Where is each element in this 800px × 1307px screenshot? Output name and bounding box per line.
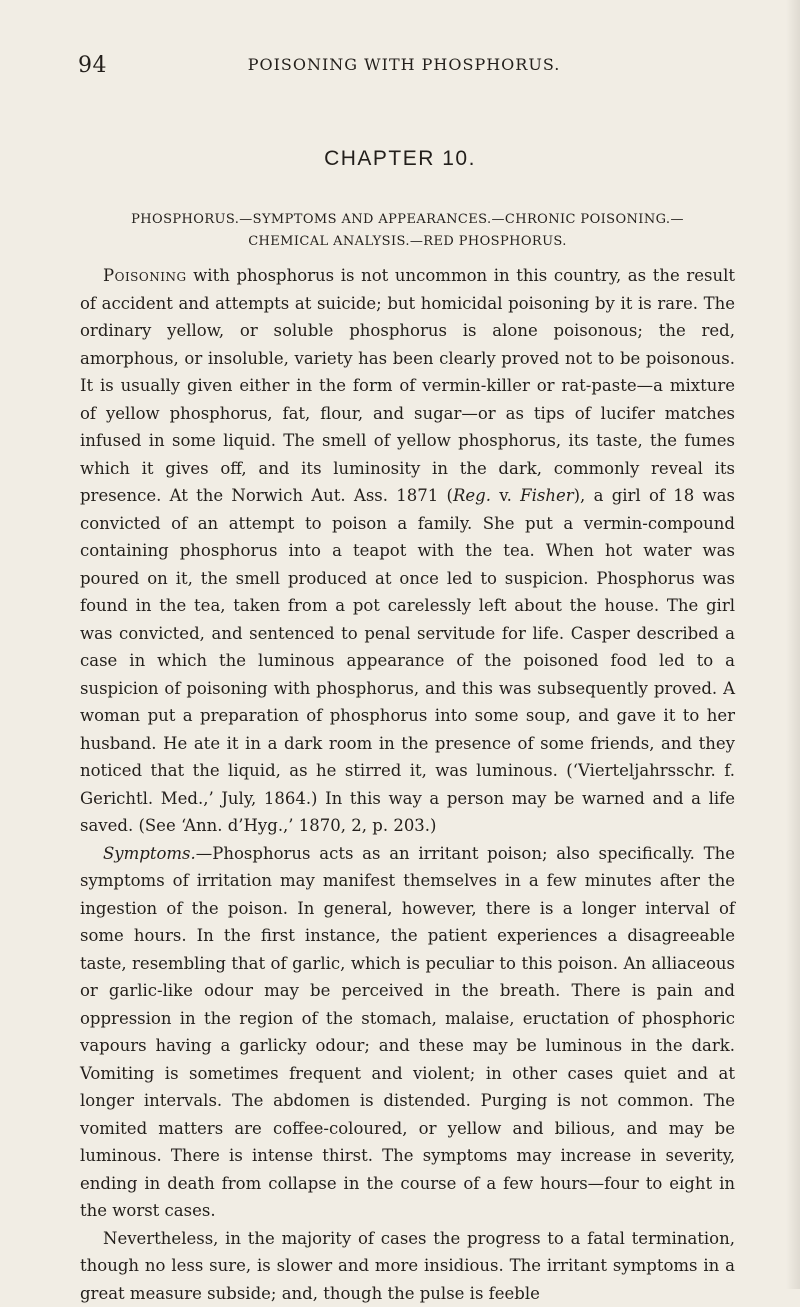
case-name-fisher: Fisher <box>520 486 573 505</box>
case-name-reg: Reg. <box>453 486 491 505</box>
page-edge-shadow <box>786 0 800 1289</box>
lead-word: Poisoning <box>103 266 187 285</box>
paragraph-text: ), a girl of 18 was convicted of an attempt to poison a family. She put a vermin-compound containing phosphorus into a teapot with the tea. When hot water was poured on it, the smell produced at once led to suspicion. Phosphorus was found in the tea, taken from a pot carelessly left about the house. The girl was convicted, and sentenced to penal servitude for life. Casper described a case in which the luminous appearance of the poisoned food led to a suspicion of poisoning with phosphorus, and this was subsequently proved. A woman put a preparation of phosphorus into some soup, and gave it to her husband. He ate it in a dark room in the presence of some friends, and they noticed that the liquid, as he stirred it, was luminous. (‘Vierteljahrsschr. f. Gerichtl. Med.,’ July, 1864.) In this way a person may be warned and a life saved. (See ‘Ann. d’Hyg.,’ 1870, 2, p. 203.) <box>80 486 735 835</box>
page-number: 94 <box>78 53 107 78</box>
chapter-summary <box>80 209 735 253</box>
paragraph-symptoms <box>80 840 735 1225</box>
paragraph-text: —Phosphorus acts as an irritant poison; also specifically. The symptoms of irritation may manifest themselves in a few minutes after the ingestion of the poison. In general, however, there is a longer interval of some hours. In the first instance, the patient experiences a disagreeable taste, resembling that of garlic, which is peculiar to this poison. An alliaceous or garlic-like odour may be perceived in the breath. There is pain and oppression in the region of the stomach, malaise, eructation of phosphoric vapours having a garlicky odour; and these may be luminous in the dark. Vomiting is sometimes frequent and violent; in other cases quiet and at longer intervals. The abdomen is distended. Purging is not common. The vomited matters are coffee-coloured, or yellow and bilious, and may be luminous. There is intense thirst. The symptoms may increase in severity, ending in death from collapse in the course of a few hours—four to eight in the worst cases. <box>80 844 735 1221</box>
paragraph-text: Nevertheless, in the majority of cases the progress to a fatal termination, though no less sure, is slower and more insidious. The irritant symptoms in a great measure subside; and, though the pulse is feeble <box>80 1229 735 1303</box>
chapter-title: CHAPTER 10. <box>0 147 800 171</box>
paragraph-text: v. <box>491 486 520 505</box>
chapter-summary-line-2: CHEMICAL ANALYSIS.—RED PHOSPHORUS. <box>80 231 735 253</box>
paragraph-nevertheless <box>80 1225 735 1307</box>
running-head <box>78 53 730 83</box>
paragraph-text: with phosphorus is not uncommon in this country, as the result of accident and attempts at suicide; but homicidal poisoning by it is rare. The ordinary yellow, or soluble phosphorus is alone poisonous; the red, amorphous, or insoluble, variety has been clearly proved not to be poisonous. It is usually given either in the form of vermin-killer or rat-paste—a mixture of yellow phosphorus, fat, flour, and sugar—or as tips of lucifer matches infused in some liquid. The smell of yellow phosphorus, its taste, the fumes which it gives off, and its luminosity in the dark, commonly reveal its presence. At the Norwich Aut. Ass. 1871 ( <box>80 266 735 505</box>
chapter-summary-line-1: PHOSPHORUS.—SYMPTOMS AND APPEARANCES.—CHRONIC POISONING.— <box>80 209 735 231</box>
running-title: POISONING WITH PHOSPHORUS. <box>78 55 730 74</box>
body-text <box>80 262 735 1307</box>
section-heading-symptoms: Symptoms. <box>103 844 196 863</box>
paragraph-poisoning <box>80 262 735 840</box>
